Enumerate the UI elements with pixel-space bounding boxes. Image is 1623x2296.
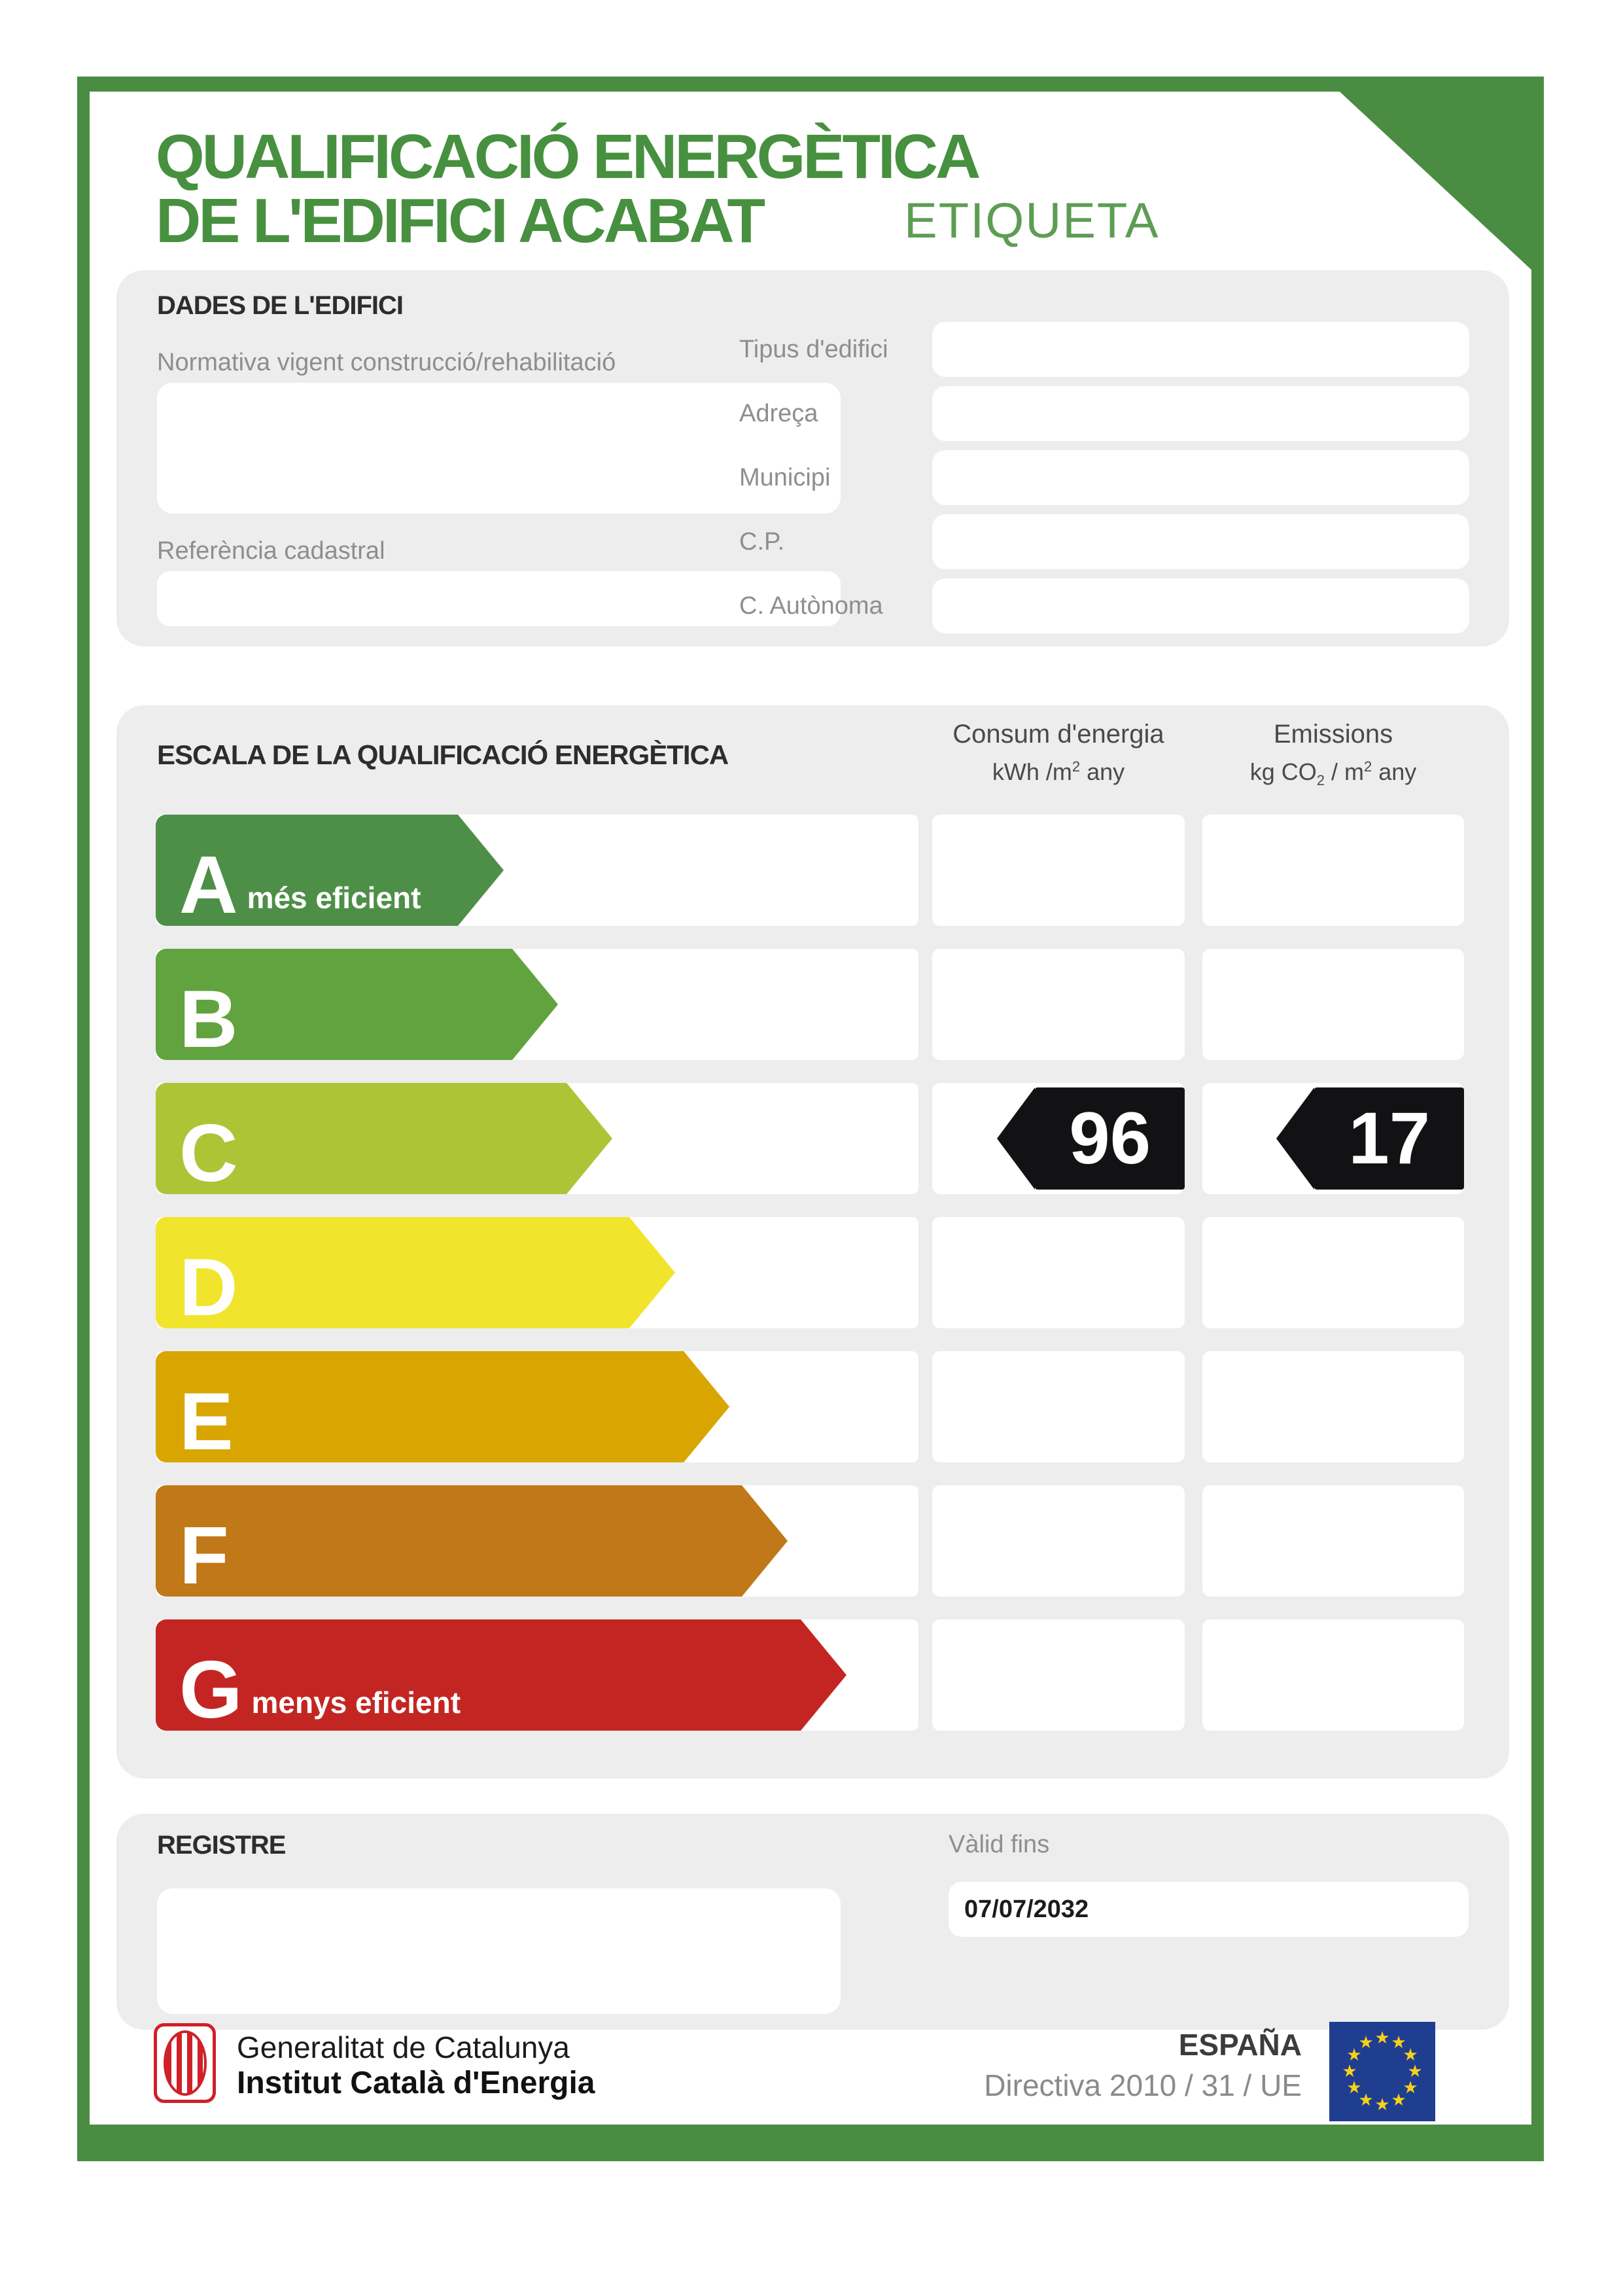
consum-cell-c: [932, 1083, 1185, 1194]
cp-field[interactable]: [932, 514, 1469, 569]
tipus-edifici-label: Tipus d'edifici: [739, 335, 888, 363]
emissions-cell-f: [1202, 1485, 1464, 1597]
consum-cell-a: [932, 815, 1185, 926]
rating-letter-g: G: [179, 1645, 243, 1736]
building-data-heading: DADES DE L'EDIFICI: [157, 291, 403, 320]
eu-directive-label: Directiva 2010 / 31 / UE: [984, 2068, 1302, 2102]
scale-row-f: [116, 1485, 1509, 1602]
consum-value: 96: [1035, 1087, 1185, 1190]
least-efficient-note: menys eficient: [251, 1686, 461, 1720]
eu-star-icon: ★: [1346, 2045, 1362, 2064]
emissions-value: 17: [1314, 1087, 1464, 1190]
rating-bar-e: [156, 1351, 684, 1468]
rating-letter-d: D: [179, 1243, 238, 1333]
rating-bar-d: [156, 1217, 629, 1333]
consum-cell-f: [932, 1485, 1185, 1597]
valid-until-date: 07/07/2032: [964, 1895, 1089, 1923]
eu-star-icon: ★: [1346, 2077, 1362, 2097]
consum-value-badge: [997, 1087, 1185, 1190]
eu-star-icon: ★: [1403, 2077, 1418, 2097]
rating-letter-c: C: [179, 1108, 238, 1199]
consum-cell-e: [932, 1351, 1185, 1462]
consum-header-units: kWh $/m^2$ any: [992, 758, 1125, 785]
frame-border-top: [77, 77, 1544, 92]
eu-star-icon: ★: [1391, 2032, 1406, 2052]
consum-cell-d: [932, 1217, 1185, 1328]
scale-row-c: [116, 1083, 1509, 1199]
emissions-value-badge: [1276, 1087, 1464, 1190]
most-efficient-note: més eficient: [247, 881, 421, 915]
eu-star-icon: ★: [1403, 2045, 1418, 2064]
consum-header-title: Consum d'energia: [952, 720, 1164, 749]
eu-star-icon: ★: [1374, 2094, 1390, 2114]
emissions-header-units: kg $CO_2 / m^2$ any: [1249, 758, 1417, 789]
eu-flag-icon: [1329, 2022, 1435, 2121]
comunitat-autonoma-field[interactable]: [932, 578, 1469, 633]
rating-bar-c: [156, 1083, 567, 1199]
scale-row-a: [116, 815, 1509, 931]
emissions-cell-a: [1202, 815, 1464, 926]
org-name-line2: Institut Català d'Energia: [237, 2066, 595, 2100]
rating-letter-a: A: [179, 840, 238, 931]
consum-cell-b: [932, 949, 1185, 1060]
valid-until-label: Vàlid fins: [949, 1831, 1050, 1858]
consum-column-header: [932, 720, 1185, 786]
eu-star-icon: ★: [1391, 2090, 1406, 2110]
tipus-edifici-field[interactable]: [932, 322, 1469, 377]
registry-heading: REGISTRE: [157, 1831, 286, 1860]
frame-border-bottom: [77, 2125, 1544, 2161]
referencia-label: Referència cadastral: [157, 537, 385, 565]
comunitat-autonoma-label: C. Autònoma: [739, 592, 883, 620]
frame-border-right: [1531, 77, 1544, 2161]
adreca-label: Adreça: [739, 399, 818, 427]
rating-bar-f: [156, 1485, 742, 1602]
emissions-header-title: Emissions: [1273, 720, 1393, 749]
normativa-field[interactable]: [157, 383, 841, 514]
page-title-line2: DE L'EDIFICI ACABAT: [156, 186, 763, 256]
shield-stripes: [164, 2030, 207, 2096]
emissions-cell-g: [1202, 1619, 1464, 1731]
cp-label: C.P.: [739, 527, 785, 556]
org-name-line1: Generalitat de Catalunya: [237, 2030, 570, 2064]
emissions-cell-c: [1202, 1083, 1464, 1194]
emissions-column-header: [1202, 720, 1464, 789]
rating-bar-g: [156, 1619, 801, 1736]
generalitat-shield-icon: [154, 2023, 216, 2103]
emissions-cell-d: [1202, 1217, 1464, 1328]
rating-letter-b: B: [179, 974, 238, 1065]
registry-field[interactable]: [157, 1888, 841, 2014]
corner-triangle-decoration: [1323, 77, 1544, 281]
scale-row-g: [116, 1619, 1509, 1736]
eu-star-icon: ★: [1374, 2028, 1390, 2047]
consum-cell-g: [932, 1619, 1185, 1731]
frame-border-left: [77, 77, 90, 2161]
eu-star-icon: ★: [1342, 2061, 1357, 2081]
rating-letter-f: F: [179, 1511, 229, 1602]
page-title-line1: QUALIFICACIÓ ENERGÈTICA: [156, 122, 979, 192]
rating-bar-a: [156, 815, 458, 931]
eu-star-icon: ★: [1407, 2061, 1423, 2081]
rating-letter-e: E: [179, 1377, 234, 1468]
eu-star-icon: ★: [1358, 2090, 1374, 2110]
registry-panel: [116, 1814, 1509, 2030]
emissions-cell-b: [1202, 949, 1464, 1060]
scale-row-b: [116, 949, 1509, 1065]
emissions-cell-e: [1202, 1351, 1464, 1462]
valid-until-field[interactable]: [949, 1882, 1469, 1937]
eu-star-icon: ★: [1358, 2032, 1374, 2052]
scale-row-e: [116, 1351, 1509, 1468]
adreca-field[interactable]: [932, 386, 1469, 441]
energy-scale-panel: [116, 705, 1509, 1778]
etiqueta-tag: ETIQUETA: [904, 193, 1160, 249]
normativa-label: Normativa vigent construcció/rehabilitació: [157, 349, 616, 376]
energy-scale-heading: ESCALA DE LA QUALIFICACIÓ ENERGÈTICA: [157, 739, 729, 770]
country-label: ESPAÑA: [1178, 2028, 1302, 2062]
scale-row-d: [116, 1217, 1509, 1333]
referencia-field[interactable]: [157, 571, 841, 626]
municipi-field[interactable]: [932, 450, 1469, 505]
municipi-label: Municipi: [739, 463, 831, 491]
building-data-panel: [116, 270, 1509, 646]
rating-bar-b: [156, 949, 512, 1065]
